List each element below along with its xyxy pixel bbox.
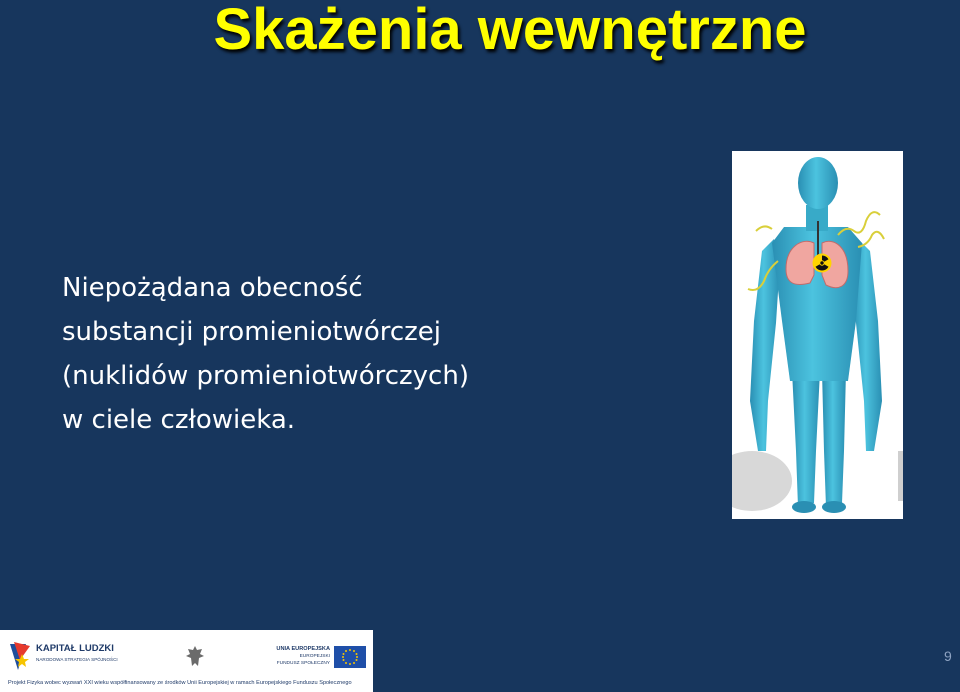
kapital-ludzki-sub: NARODOWA STRATEGIA SPÓJNOŚCI (36, 657, 118, 662)
kapital-ludzki-name: KAPITAŁ LUDZKI (36, 643, 114, 654)
radiation-icon (812, 253, 832, 273)
footer-logos (0, 630, 373, 692)
eu-name: UNIA EUROPEJSKA (276, 646, 330, 652)
slide-title: Skażenia wewnętrzne (213, 0, 807, 62)
eu-caption (268, 646, 330, 667)
body-line-2: substancji promieniotwórczej (62, 317, 442, 347)
body-line-3: (nuklidów promieniotwórczych) (62, 361, 469, 391)
eu-sub-2: FUNDUSZ SPOŁECZNY (276, 661, 330, 666)
eu-sub-1: EUROPEJSKI (299, 654, 330, 659)
footer-caption: Projekt Fizyka wobec wyzwań XXI wieku współfinansowany ze środków Unii Europejskiej w ramach Europejskiego Funduszu Społecznego (8, 680, 352, 686)
body-line-1: Niepożądana obecność (62, 273, 363, 303)
eu-flag-icon (334, 646, 366, 668)
kapital-ludzki-logo (8, 640, 32, 674)
body-text (62, 266, 682, 442)
body-line-4: w ciele człowieka. (62, 405, 296, 435)
page-number: 9 (944, 648, 952, 664)
human-body-illustration (732, 151, 903, 519)
polish-eagle-emblem (184, 644, 206, 670)
